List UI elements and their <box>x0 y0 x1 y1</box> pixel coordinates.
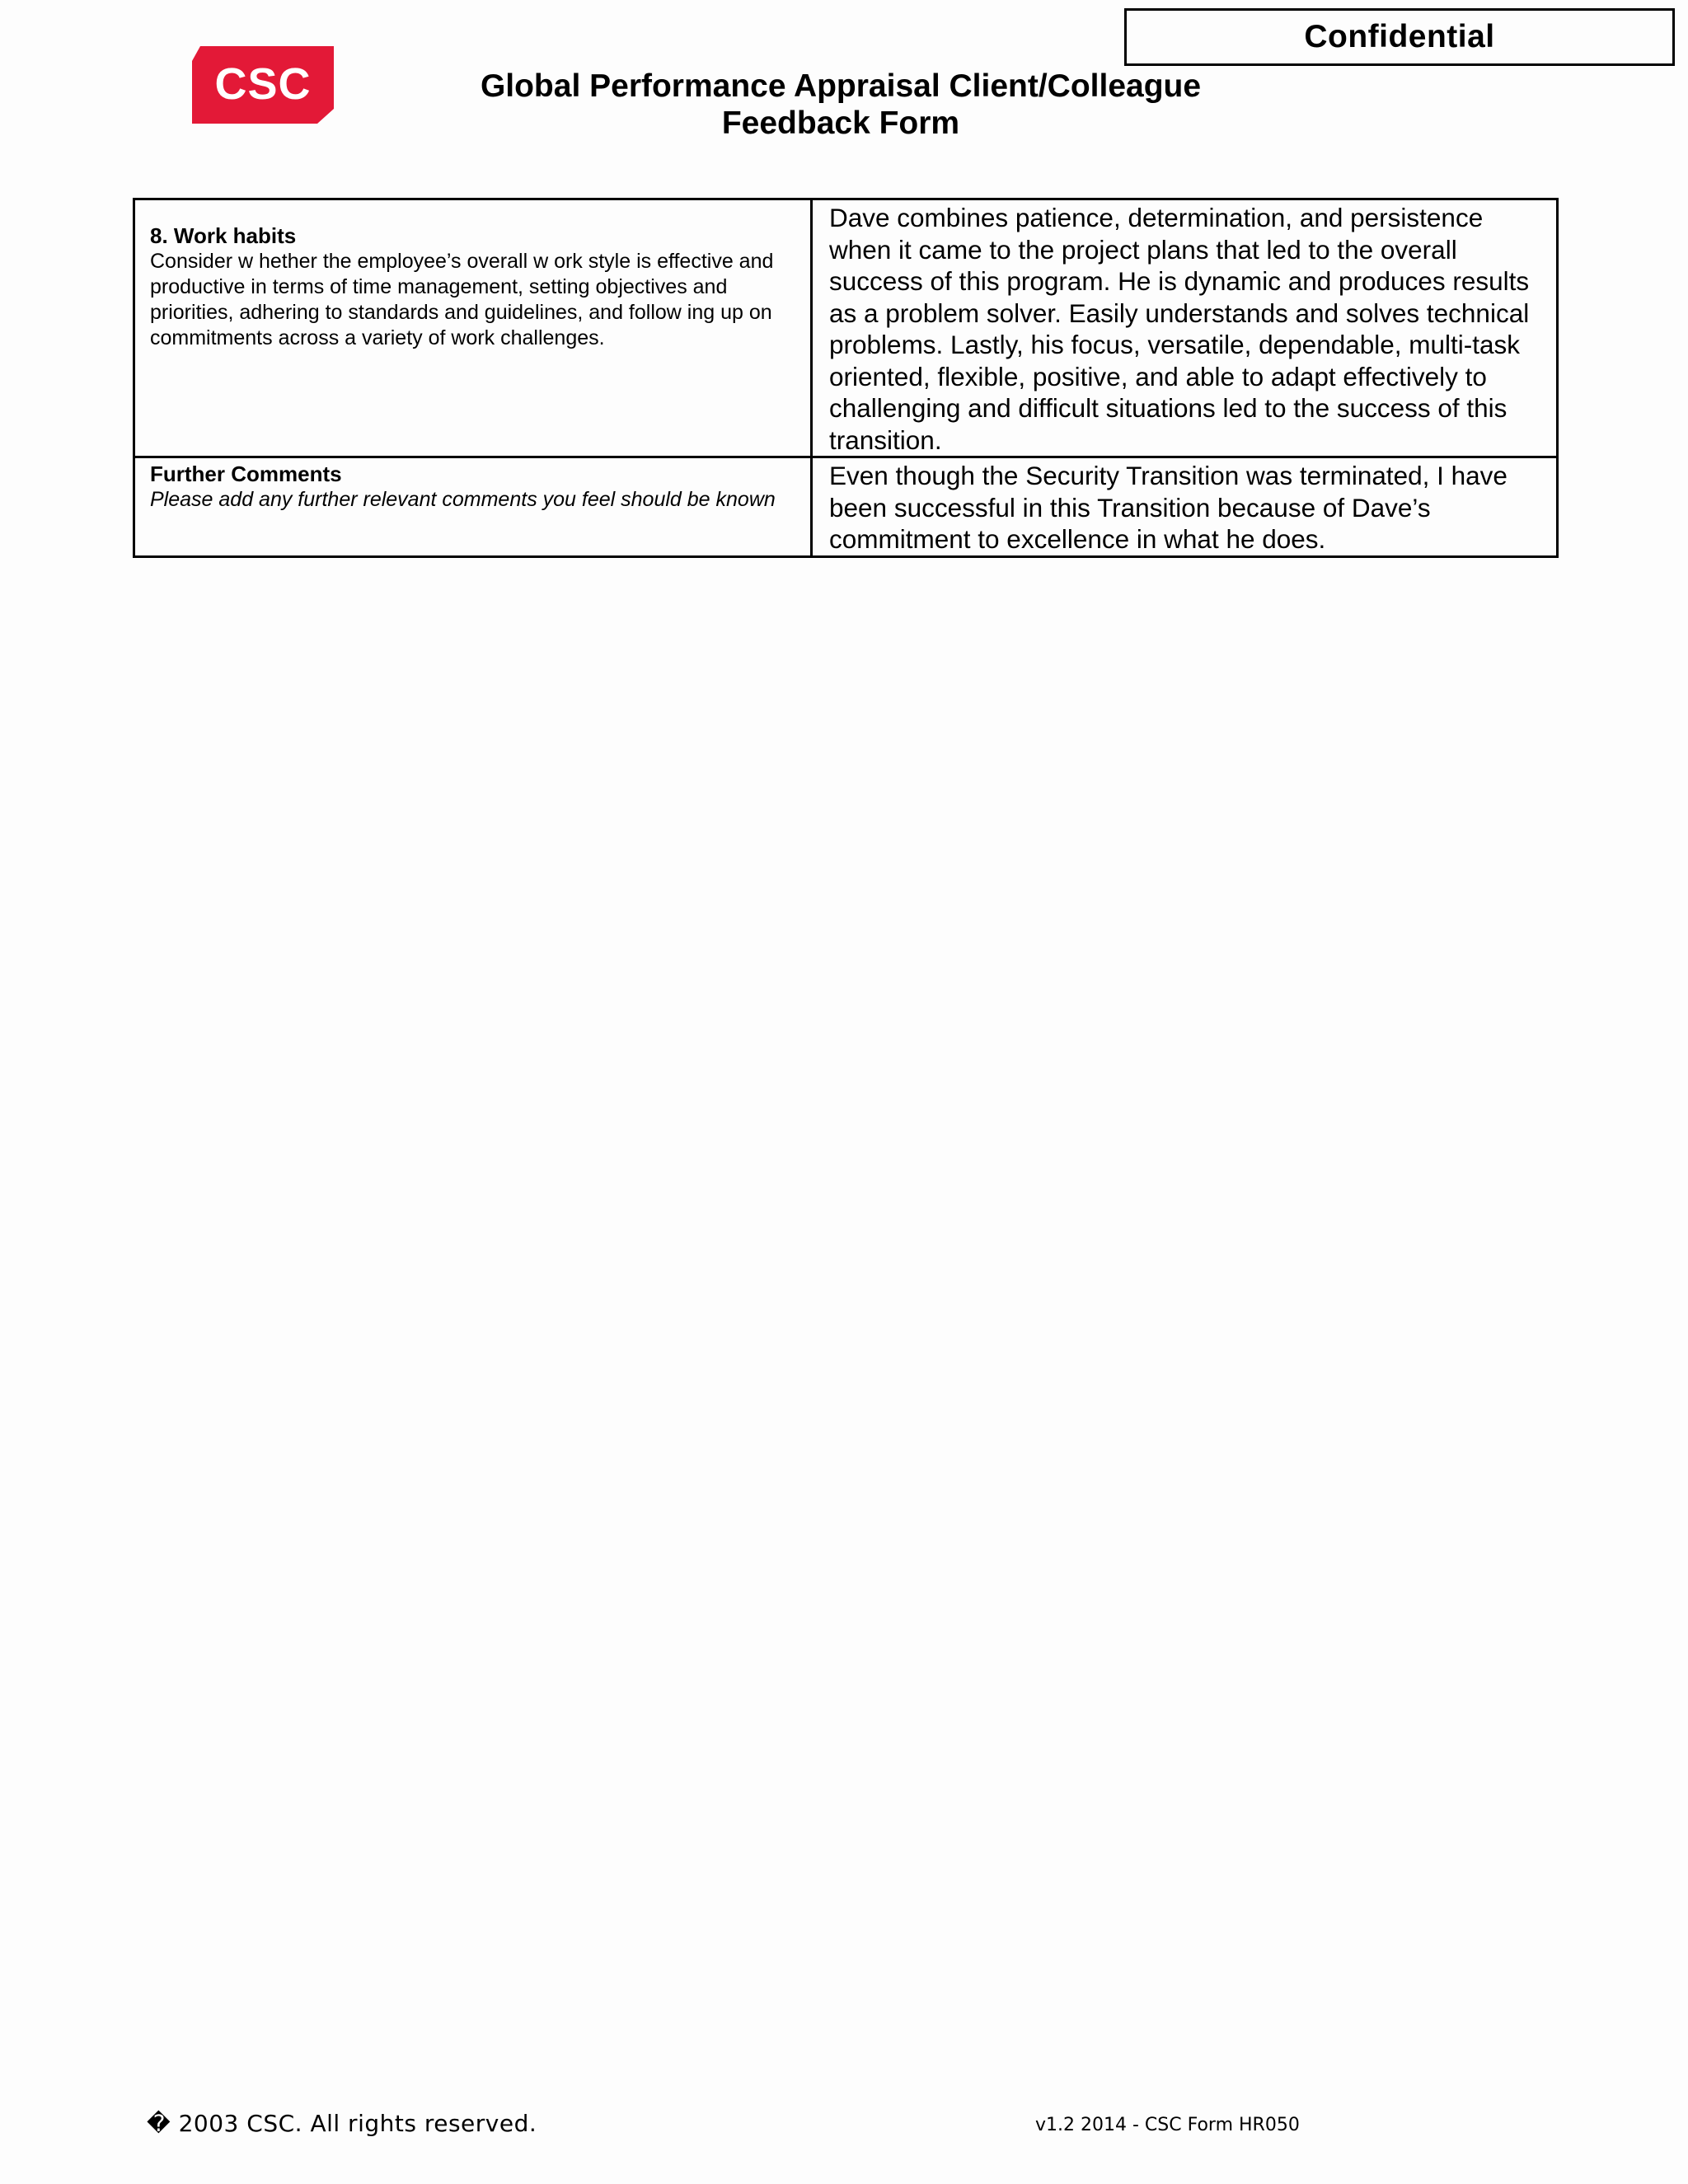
criterion-description: Consider w hether the employee’s overall w ork style is effective and productive in terms of time management, setting objectives and priorities, adhering to standards and guidelines, and follow ing up on commitments across a variety of work challenges. <box>150 250 774 349</box>
confidential-label: Confidential <box>1124 8 1675 66</box>
response-text: Dave combines patience, determination, and persistence when it came to the project plans that led to the overall success of this program. He is dynamic and produces results as a problem solver. Easily understands and solves technical problems. Lastly, his focus, versatile, dependable, multi-task oriented, flexible, positive, and able to adapt effectively to challenging and difficult situations led to the success of this transition. <box>829 203 1530 455</box>
title-line-1: Global Performance Appraisal Client/Colleague <box>480 68 1202 104</box>
svg-text:CSC: CSC <box>214 59 312 109</box>
feedback-table <box>133 198 1559 558</box>
response-text: Even though the Security Transition was terminated, I have been successful in this Transition because of Dave’s commitment to excellence in what he does. <box>829 461 1507 554</box>
criterion-description: Please add any further relevant comments you feel should be known <box>150 488 776 511</box>
page-title <box>396 68 1286 142</box>
copyright-notice: � 2003 CSC. All rights reserved. <box>147 2110 537 2137</box>
response-cell <box>812 199 1558 457</box>
csc-logo <box>192 45 334 125</box>
form-version: v1.2 2014 - CSC Form HR050 <box>1035 2115 1300 2135</box>
table-row <box>134 457 1558 557</box>
title-line-2: Feedback Form <box>721 105 960 141</box>
table-row <box>134 199 1558 457</box>
criterion-title: 8. Work habits <box>150 223 297 248</box>
response-cell <box>812 457 1558 557</box>
criterion-title: Further Comments <box>150 462 342 486</box>
criterion-cell <box>134 199 812 457</box>
criterion-cell <box>134 457 812 557</box>
